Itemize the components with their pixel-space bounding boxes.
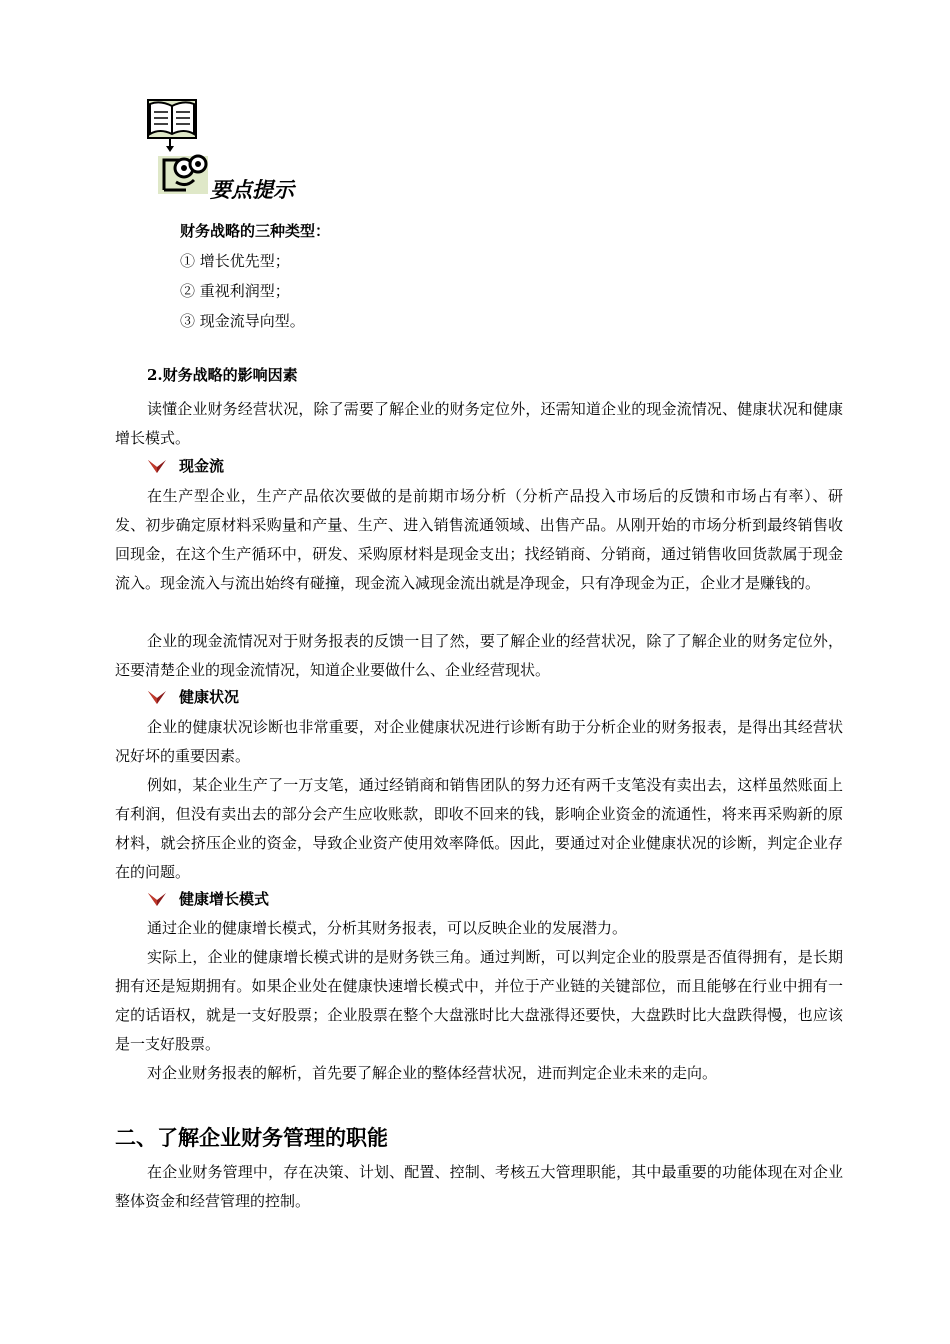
thinker-icon [158, 156, 208, 194]
tips-illustration [146, 98, 218, 198]
subheading-label: 现金流 [179, 457, 225, 475]
subheading-label: 健康增长模式 [179, 890, 270, 908]
paragraph: 例如，某企业生产了一万支笔，通过经销商和销售团队的努力还有两千支笔没有卖出去，这样虽然账面上有利润，但没有卖出去的部分会产生应收账款，即收不回来的钱，影响企业资金的流通性，将来再采购新的原材料，就会挤压企业的资金，导致企业资产使用效率降低。因此，要通过对企业健康状况的诊断，判定企业存在的问题。 [115, 776, 843, 881]
arrow-bullet-icon [147, 891, 167, 907]
subheading-label: 健康状况 [179, 688, 240, 706]
subheading-growth [147, 888, 269, 910]
list-item: ③ 现金流导向型。 [180, 312, 305, 330]
arrow-bullet-icon [147, 689, 167, 705]
tips-list [180, 216, 330, 336]
list-item: ② 重视利润型； [180, 282, 290, 300]
subheading-cashflow [147, 455, 224, 477]
paragraph: 读懂企业财务经营状况，除了需要了解企业的财务定位外，还需知道企业的现金流情况、健康状况和健康增长模式。 [115, 400, 843, 447]
chapter-title: 二、了解企业财务管理的职能 [115, 1126, 388, 1150]
tips-heading: 财务战略的三种类型： [180, 222, 331, 240]
paragraph: 在生产型企业，生产产品依次要做的是前期市场分析（分析产品投入市场后的反馈和市场占有率）、研发、初步确定原材料采购量和产量、生产、进入销售流通领域、出售产品。从刚开始的市场分析到最终销售收回现金，在这个生产循环中，研发、采购原材料是现金支出；找经销商、分销商，通过销售收回货款属于现金流入。现金流入与流出始终有碰撞，现金流入减现金流出就是净现金，只有净现金为正，企业才是赚钱的。 [115, 487, 843, 592]
book-icon [146, 98, 218, 198]
paragraph: 企业的现金流情况对于财务报表的反馈一目了然，要了解企业的经营状况，除了了解企业的财务定位外，还要清楚企业的现金流情况，知道企业要做什么、企业经营现状。 [115, 632, 843, 679]
arrow-bullet-icon [147, 458, 167, 474]
subheading-health [147, 686, 239, 708]
paragraph: 实际上，企业的健康增长模式讲的是财务铁三角。通过判断，可以判定企业的股票是否值得拥有，是长期拥有还是短期拥有。如果企业处在健康快速增长模式中，并位于产业链的关键部位，而且能够在行业中拥有一定的话语权，就是一支好股票；企业股票在整个大盘涨时比大盘涨得还要快，大盘跌时比大盘跌得慢，也应该是一支好股票。 [115, 948, 843, 1053]
paragraph: 在企业财务管理中，存在决策、计划、配置、控制、考核五大管理职能，其中最重要的功能体现在对企业整体资金和经营管理的控制。 [115, 1163, 843, 1210]
paragraph: 企业的健康状况诊断也非常重要，对企业健康状况进行诊断有助于分析企业的财务报表，是得出其经营状况好坏的重要因素。 [115, 718, 843, 765]
list-item: ① 增长优先型； [180, 252, 290, 270]
tips-title: 要点提示 [210, 177, 294, 202]
paragraph: 对企业财务报表的解析，首先要了解企业的整体经营状况，进而判定企业未来的走向。 [147, 1064, 718, 1082]
paragraph: 通过企业的健康增长模式，分析其财务报表，可以反映企业的发展潜力。 [147, 919, 628, 937]
section-title: 2.财务战略的影响因素 [147, 366, 298, 384]
